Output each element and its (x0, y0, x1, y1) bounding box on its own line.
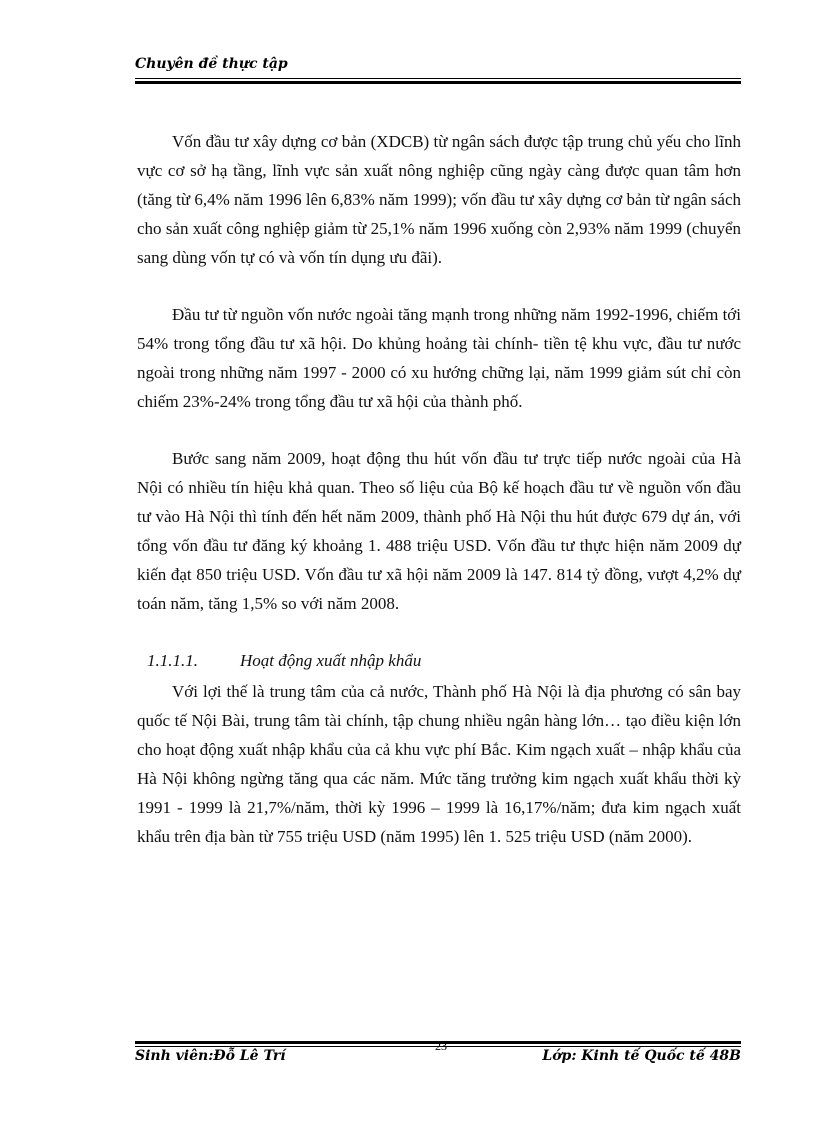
section-title: Hoạt động xuất nhập khẩu (240, 651, 422, 670)
header-rule-thick (135, 81, 741, 84)
section-number: 1.1.1.1. (147, 651, 198, 670)
paragraph-2: Đầu tư từ nguồn vốn nước ngoài tăng mạnh trong những năm 1992-1996, chiếm tới 54% trong tổng đầu tư xã hội. Do khủng hoảng tài chính- tiền tệ khu vực, đầu tư nước ngoài trong những năm 1997 - 2000 có xu hướng chững lại, năm 1999 giảm sút chỉ còn chiếm 23%-24% trong tổng đầu tư xã hội của thành phố. (137, 305, 742, 411)
page-body (137, 127, 741, 879)
header-title: Chuyên đề thực tập (135, 56, 288, 72)
footer-class: Lớp: Kinh tế Quốc tế 48B (542, 1048, 741, 1064)
section-paragraph: Với lợi thế là trung tâm của cả nước, Thành phố Hà Nội là địa phương có sân bay quốc tế Nội Bài, trung tâm tài chính, tập chung nhiều ngân hàng lớn… tạo điều kiện lớn cho hoạt động xuất nhập khẩu của cả khu vực phí Bắc. Kim ngạch xuất – nhập khẩu của Hà Nội không ngừng tăng qua các năm. Mức tăng trưởng kim ngạch xuất khẩu thời kỳ 1991 - 1999 là 21,7%/năm, thời kỳ 1996 – 1999 là 16,17%/năm; đưa kim ngạch xuất khẩu trên địa bàn từ 755 triệu USD (năm 1995) lên 1. 525 triệu USD (năm 2000). (137, 682, 741, 846)
paragraph-1: Vốn đầu tư xây dựng cơ bản (XDCB) từ ngân sách được tập trung chủ yếu cho lĩnh vực cơ sở hạ tầng, lĩnh vực sản xuất nông nghiệp cũng ngày càng được quan tâm hơn (tăng từ 6,4% năm 1996 lên 6,83% năm 1999); vốn đầu tư xây dựng cơ bản từ ngân sách cho sản xuất công nghiệp giảm từ 25,1% năm 1996 xuống còn 2,93% năm 1999 (chuyển sang dùng vốn tự có và vốn tín dụng ưu đãi). (137, 132, 741, 267)
section-heading (137, 646, 741, 675)
paragraph-3: Bước sang năm 2009, hoạt động thu hút vốn đầu tư trực tiếp nước ngoài của Hà Nội có nhiều tín hiệu khả quan. Theo số liệu của Bộ kế hoạch đầu tư về nguồn vốn đầu tư vào Hà Nội thì tính đến hết năm 2009, thành phố Hà Nội thu hút được 679 dự án, với tổng vốn đầu tư đăng ký khoảng 1. 488 triệu USD. Vốn đầu tư thực hiện năm 2009 dự kiến đạt 850 triệu USD. Vốn đầu tư xã hội năm 2009 là 147. 814 tỷ đồng, vượt 4,2% dự toán năm, tăng 1,5% so với năm 2008. (137, 449, 741, 613)
footer (135, 1039, 741, 1068)
header-rule-thin (135, 78, 741, 79)
footer-student: Sinh viên:Đỗ Lê Trí (135, 1048, 286, 1064)
page-number: 23 (435, 1039, 447, 1053)
